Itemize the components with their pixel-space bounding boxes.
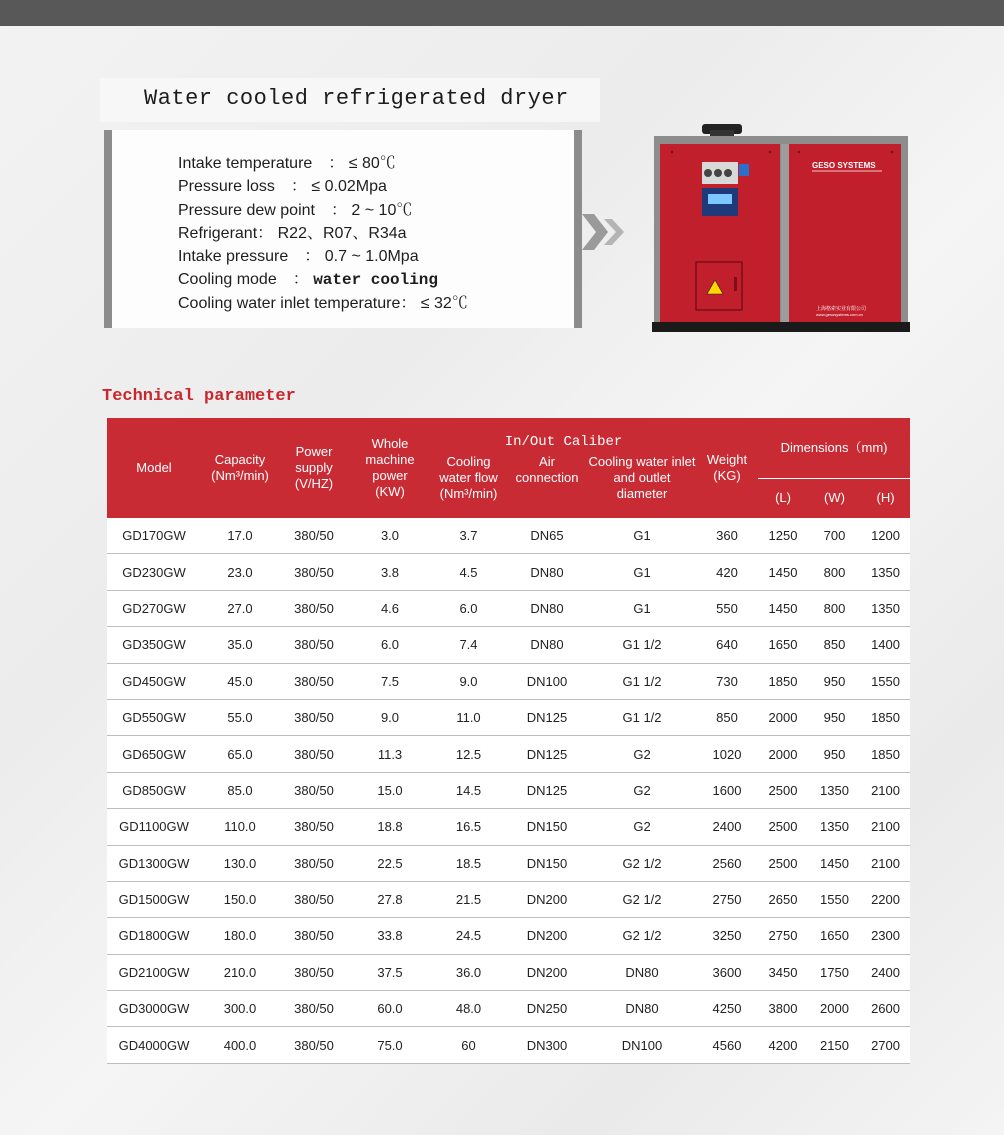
table-row bbox=[107, 1027, 910, 1063]
table-cell: GD270GW bbox=[107, 590, 201, 626]
table-row bbox=[107, 772, 910, 808]
spec-item bbox=[178, 292, 468, 315]
header-dimensions: Dimensions（mm) bbox=[758, 418, 910, 478]
table-cell: 2400 bbox=[861, 954, 910, 990]
spec-value: water cooling bbox=[313, 271, 439, 290]
spec-item bbox=[178, 175, 468, 198]
spec-value: ≤ 32℃ bbox=[420, 294, 468, 312]
table-cell: 1850 bbox=[861, 699, 910, 735]
spec-label: Intake temperature ： bbox=[178, 155, 345, 172]
table-cell: G2 bbox=[588, 772, 696, 808]
table-cell: 12.5 bbox=[431, 736, 506, 772]
table-cell: 48.0 bbox=[431, 991, 506, 1027]
table-cell: 150.0 bbox=[201, 881, 279, 917]
table-cell: 7.5 bbox=[349, 663, 431, 699]
table-cell: 27.8 bbox=[349, 881, 431, 917]
table-cell: 950 bbox=[808, 663, 861, 699]
table-cell: 1650 bbox=[808, 918, 861, 954]
table-cell: 18.8 bbox=[349, 809, 431, 845]
table-cell: G2 bbox=[588, 809, 696, 845]
table-cell: 2200 bbox=[861, 881, 910, 917]
table-cell: 1550 bbox=[861, 663, 910, 699]
table-cell: 3.7 bbox=[431, 518, 506, 554]
header-water-diameter: Cooling water inlet and outlet diameter bbox=[588, 454, 696, 501]
table-cell: 2400 bbox=[696, 809, 758, 845]
table-cell: 1850 bbox=[861, 736, 910, 772]
table-cell: 950 bbox=[808, 736, 861, 772]
table-cell: 700 bbox=[808, 518, 861, 554]
table-cell: 380/50 bbox=[279, 918, 349, 954]
spec-item bbox=[178, 222, 468, 245]
table-cell: 950 bbox=[808, 699, 861, 735]
table-row bbox=[107, 991, 910, 1027]
table-cell: DN125 bbox=[506, 772, 588, 808]
table-cell: DN250 bbox=[506, 991, 588, 1027]
table-cell: 3250 bbox=[696, 918, 758, 954]
table-cell: GD1100GW bbox=[107, 809, 201, 845]
table-cell: 130.0 bbox=[201, 845, 279, 881]
table-cell: 4.5 bbox=[431, 554, 506, 590]
table-cell: DN125 bbox=[506, 699, 588, 735]
table-cell: GD350GW bbox=[107, 627, 201, 663]
table-cell: 11.0 bbox=[431, 699, 506, 735]
table-cell: DN150 bbox=[506, 809, 588, 845]
table-cell: 380/50 bbox=[279, 736, 349, 772]
table-row bbox=[107, 518, 910, 554]
table-cell: DN80 bbox=[588, 954, 696, 990]
spec-value: R22、R07、R34a bbox=[277, 224, 407, 242]
spec-label: Cooling water inlet temperature： bbox=[178, 294, 417, 312]
table-row bbox=[107, 663, 910, 699]
machine-website: www.gesosystems.com.cn bbox=[816, 312, 863, 317]
table-cell: 380/50 bbox=[279, 518, 349, 554]
table-cell: 380/50 bbox=[279, 772, 349, 808]
table-cell: 4200 bbox=[758, 1027, 808, 1063]
table-cell: 1850 bbox=[758, 663, 808, 699]
table-cell: 3800 bbox=[758, 991, 808, 1027]
table-row bbox=[107, 590, 910, 626]
table-cell: 35.0 bbox=[201, 627, 279, 663]
table-cell: 21.5 bbox=[431, 881, 506, 917]
table-cell: 2600 bbox=[861, 991, 910, 1027]
table-cell: 2100 bbox=[861, 772, 910, 808]
table-cell: G2 1/2 bbox=[588, 881, 696, 917]
table-cell: 420 bbox=[696, 554, 758, 590]
table-cell: 55.0 bbox=[201, 699, 279, 735]
table-cell: 1200 bbox=[861, 518, 910, 554]
header-weight: Weight (KG) bbox=[696, 418, 758, 518]
table-cell: 16.5 bbox=[431, 809, 506, 845]
table-cell: GD650GW bbox=[107, 736, 201, 772]
table-cell: 1350 bbox=[861, 554, 910, 590]
table-row bbox=[107, 554, 910, 590]
table-cell: G2 1/2 bbox=[588, 918, 696, 954]
table-cell: 37.5 bbox=[349, 954, 431, 990]
table-cell: 1350 bbox=[861, 590, 910, 626]
table-cell: DN200 bbox=[506, 918, 588, 954]
machine-company: 上海格索实业有限公司 bbox=[816, 306, 867, 312]
table-cell: 2300 bbox=[861, 918, 910, 954]
table-cell: DN125 bbox=[506, 736, 588, 772]
table-cell: 9.0 bbox=[431, 663, 506, 699]
spec-item bbox=[178, 245, 468, 268]
table-cell: 1400 bbox=[861, 627, 910, 663]
table-cell: DN100 bbox=[506, 663, 588, 699]
table-cell: 6.0 bbox=[431, 590, 506, 626]
table-cell: DN80 bbox=[588, 991, 696, 1027]
spec-value: 2 ~ 10℃ bbox=[351, 201, 413, 219]
table-cell: 2000 bbox=[808, 991, 861, 1027]
table-cell: DN80 bbox=[506, 590, 588, 626]
table-cell: 800 bbox=[808, 590, 861, 626]
table-row bbox=[107, 699, 910, 735]
table-cell: G1 bbox=[588, 590, 696, 626]
spec-value: ≤ 80℃ bbox=[348, 155, 396, 172]
table-cell: GD230GW bbox=[107, 554, 201, 590]
table-cell: 60 bbox=[431, 1027, 506, 1063]
table-cell: 380/50 bbox=[279, 663, 349, 699]
table-cell: 180.0 bbox=[201, 918, 279, 954]
table-cell: 1600 bbox=[696, 772, 758, 808]
table-cell: GD3000GW bbox=[107, 991, 201, 1027]
table-cell: DN80 bbox=[506, 627, 588, 663]
table-cell: 380/50 bbox=[279, 845, 349, 881]
table-cell: 1250 bbox=[758, 518, 808, 554]
table-cell: DN200 bbox=[506, 881, 588, 917]
table-cell: 2500 bbox=[758, 772, 808, 808]
table-cell: 2750 bbox=[758, 918, 808, 954]
table-cell: 75.0 bbox=[349, 1027, 431, 1063]
header-flow-caliber-group bbox=[431, 418, 696, 518]
header-dim-w: (W) bbox=[808, 478, 861, 518]
spec-label: Refrigerant： bbox=[178, 224, 274, 242]
table-cell: 380/50 bbox=[279, 590, 349, 626]
table-cell: 3.0 bbox=[349, 518, 431, 554]
spec-value: ≤ 0.02Mpa bbox=[311, 178, 387, 196]
table-cell: 1650 bbox=[758, 627, 808, 663]
table-cell: 33.8 bbox=[349, 918, 431, 954]
table-cell: 3.8 bbox=[349, 554, 431, 590]
table-cell: 45.0 bbox=[201, 663, 279, 699]
table-cell: 9.0 bbox=[349, 699, 431, 735]
table-cell: 1450 bbox=[808, 845, 861, 881]
table-cell: 6.0 bbox=[349, 627, 431, 663]
table-cell: 380/50 bbox=[279, 991, 349, 1027]
table-row bbox=[107, 809, 910, 845]
table-row bbox=[107, 881, 910, 917]
table-cell: 380/50 bbox=[279, 1027, 349, 1063]
table-cell: 2000 bbox=[758, 699, 808, 735]
spec-list bbox=[178, 152, 468, 315]
table-cell: GD1500GW bbox=[107, 881, 201, 917]
table-cell: 1350 bbox=[808, 772, 861, 808]
table-cell: 1550 bbox=[808, 881, 861, 917]
table-cell: 4560 bbox=[696, 1027, 758, 1063]
table-cell: 2750 bbox=[696, 881, 758, 917]
table-cell: 3450 bbox=[758, 954, 808, 990]
table-cell: G2 1/2 bbox=[588, 845, 696, 881]
table-cell: 380/50 bbox=[279, 881, 349, 917]
table-cell: DN80 bbox=[506, 554, 588, 590]
table-cell: 23.0 bbox=[201, 554, 279, 590]
table-cell: DN65 bbox=[506, 518, 588, 554]
table-cell: 2700 bbox=[861, 1027, 910, 1063]
table-cell: 2500 bbox=[758, 845, 808, 881]
table-cell: G1 1/2 bbox=[588, 627, 696, 663]
table-cell: 380/50 bbox=[279, 954, 349, 990]
table-cell: DN200 bbox=[506, 954, 588, 990]
table-cell: 360 bbox=[696, 518, 758, 554]
spec-value: 0.7 ~ 1.0Mpa bbox=[324, 248, 419, 266]
table-cell: 17.0 bbox=[201, 518, 279, 554]
page-title: Water cooled refrigerated dryer bbox=[144, 86, 569, 111]
table-cell: 2100 bbox=[861, 845, 910, 881]
table-cell: G1 bbox=[588, 518, 696, 554]
table-cell: 3600 bbox=[696, 954, 758, 990]
spec-box bbox=[104, 130, 582, 328]
table-cell: DN300 bbox=[506, 1027, 588, 1063]
table-row bbox=[107, 845, 910, 881]
table-cell: G2 bbox=[588, 736, 696, 772]
table-cell: 14.5 bbox=[431, 772, 506, 808]
header-power-supply: Power supply (V/HZ) bbox=[279, 418, 349, 518]
table-cell: 380/50 bbox=[279, 627, 349, 663]
table-cell: 800 bbox=[808, 554, 861, 590]
table-cell: 2500 bbox=[758, 809, 808, 845]
top-bar bbox=[0, 0, 1004, 26]
table-cell: GD1300GW bbox=[107, 845, 201, 881]
table-cell: 850 bbox=[808, 627, 861, 663]
technical-parameter-table bbox=[107, 418, 910, 1064]
table-cell: 380/50 bbox=[279, 699, 349, 735]
table-cell: 730 bbox=[696, 663, 758, 699]
machine-brand: GESO SYSTEMS bbox=[812, 161, 876, 170]
header-whole-power: Whole machine power (KW) bbox=[349, 418, 431, 518]
table-cell: GD1800GW bbox=[107, 918, 201, 954]
table-cell: G1 bbox=[588, 554, 696, 590]
spec-label: Pressure loss ： bbox=[178, 178, 307, 196]
table-cell: 850 bbox=[696, 699, 758, 735]
table-cell: 24.5 bbox=[431, 918, 506, 954]
table-cell: 7.4 bbox=[431, 627, 506, 663]
table-row bbox=[107, 954, 910, 990]
table-cell: 400.0 bbox=[201, 1027, 279, 1063]
table-cell: 2650 bbox=[758, 881, 808, 917]
table-cell: 640 bbox=[696, 627, 758, 663]
table-cell: 1750 bbox=[808, 954, 861, 990]
header-in-out-caliber: In/Out Caliber bbox=[504, 434, 623, 450]
table-cell: DN150 bbox=[506, 845, 588, 881]
table-cell: 65.0 bbox=[201, 736, 279, 772]
header-dim-h: (H) bbox=[861, 478, 910, 518]
table-cell: 4250 bbox=[696, 991, 758, 1027]
header-model: Model bbox=[107, 418, 201, 518]
spec-item bbox=[178, 152, 468, 175]
table-cell: 1450 bbox=[758, 554, 808, 590]
spec-item bbox=[178, 268, 468, 291]
spec-item bbox=[178, 199, 468, 222]
table-cell: GD850GW bbox=[107, 772, 201, 808]
table-cell: 18.5 bbox=[431, 845, 506, 881]
spec-label: Intake pressure ： bbox=[178, 248, 321, 266]
table-row bbox=[107, 627, 910, 663]
table-cell: 1450 bbox=[758, 590, 808, 626]
table-cell: 36.0 bbox=[431, 954, 506, 990]
table-cell: 2000 bbox=[758, 736, 808, 772]
table-cell: GD450GW bbox=[107, 663, 201, 699]
header-cooling-water-flow: Cooling water flow (Nm³/min) bbox=[439, 454, 498, 501]
table-cell: 1020 bbox=[696, 736, 758, 772]
dryer-machine-image bbox=[652, 122, 910, 334]
header-air-connection: Air connection bbox=[515, 454, 579, 485]
table-cell: 2560 bbox=[696, 845, 758, 881]
table-cell: 27.0 bbox=[201, 590, 279, 626]
table-cell: 2150 bbox=[808, 1027, 861, 1063]
section-title: Technical parameter bbox=[102, 387, 296, 406]
table-cell: 4.6 bbox=[349, 590, 431, 626]
table-cell: 22.5 bbox=[349, 845, 431, 881]
spec-label: Cooling mode ： bbox=[178, 271, 309, 289]
table-cell: 380/50 bbox=[279, 554, 349, 590]
table-cell: GD170GW bbox=[107, 518, 201, 554]
table-cell: 110.0 bbox=[201, 809, 279, 845]
table-cell: 15.0 bbox=[349, 772, 431, 808]
table-row bbox=[107, 736, 910, 772]
table-cell: 210.0 bbox=[201, 954, 279, 990]
table-cell: 60.0 bbox=[349, 991, 431, 1027]
header-capacity: Capacity (Nm³/min) bbox=[201, 418, 279, 518]
table-cell: 550 bbox=[696, 590, 758, 626]
table-cell: 85.0 bbox=[201, 772, 279, 808]
chevron-right-icon bbox=[582, 214, 634, 250]
table-cell: GD4000GW bbox=[107, 1027, 201, 1063]
table-row bbox=[107, 918, 910, 954]
header-dim-l: (L) bbox=[758, 478, 808, 518]
table-cell: G1 1/2 bbox=[588, 663, 696, 699]
table-cell: 11.3 bbox=[349, 736, 431, 772]
table-cell: 1350 bbox=[808, 809, 861, 845]
table-cell: 300.0 bbox=[201, 991, 279, 1027]
table-cell: GD550GW bbox=[107, 699, 201, 735]
table-cell: G1 1/2 bbox=[588, 699, 696, 735]
table-cell: GD2100GW bbox=[107, 954, 201, 990]
table-cell: DN100 bbox=[588, 1027, 696, 1063]
table-cell: 380/50 bbox=[279, 809, 349, 845]
spec-label: Pressure dew point ： bbox=[178, 201, 347, 219]
table-cell: 2100 bbox=[861, 809, 910, 845]
